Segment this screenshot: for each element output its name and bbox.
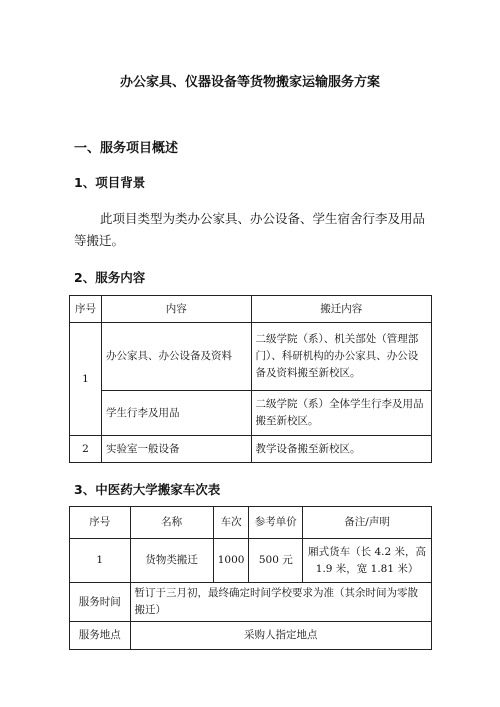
row-number: 1 (70, 539, 131, 583)
subheading-trip-schedule: 3、中医药大学搬家车次表 (74, 482, 221, 497)
table-row (70, 323, 432, 391)
subheading-service-content: 2、服务内容 (74, 270, 146, 285)
row-number: 1 (70, 323, 102, 436)
content-cell: 办公家具、办公设备及资料 (101, 323, 251, 391)
service-place-value: 采购人指定地点 (130, 622, 432, 650)
content-cell: 学生行李及用品 (101, 391, 251, 436)
document-title: 办公家具、仪器设备等货物搬家运输服务方案 (119, 75, 380, 90)
note-cell: 厢式货车（长 4.2 米，高 1.9 米，宽 1.81 米） (303, 539, 432, 583)
row-number: 2 (70, 436, 102, 463)
table-row (70, 391, 432, 436)
background-paragraph: 此项目类型为类办公家具、办公设备、学生宿舍行李及用品等搬迁。 (74, 211, 426, 248)
header-cell: 内容 (101, 296, 251, 323)
header-cell: 序号 (70, 296, 102, 323)
table-row (70, 436, 432, 463)
table-header-row (70, 507, 432, 539)
trip-schedule-table (69, 506, 432, 650)
name-cell: 货物类搬迁 (130, 539, 213, 583)
content-cell: 实验室一般设备 (101, 436, 251, 463)
header-cell: 参考单价 (249, 507, 303, 539)
detail-cell: 二级学院（系）、机关部处（管理部门）、科研机构的办公家具、办公设备及资料搬至新校区。 (251, 323, 432, 391)
service-time-value: 暂订于三月初，最终确定时间学校要求为准（其余时间为零散搬迁） (130, 583, 432, 622)
table-row (70, 539, 432, 583)
table-header-row (70, 296, 432, 323)
header-cell: 搬迁内容 (251, 296, 432, 323)
table-row (70, 583, 432, 622)
subheading-background: 1、项目背景 (74, 175, 146, 190)
price-cell: 500 元 (249, 539, 303, 583)
detail-cell: 教学设备搬至新校区。 (251, 436, 432, 463)
header-cell: 名称 (130, 507, 213, 539)
trips-cell: 1000 (213, 539, 249, 583)
service-place-label: 服务地点 (70, 622, 131, 650)
service-time-label: 服务时间 (70, 583, 131, 622)
section-heading-overview: 一、服务项目概述 (74, 141, 179, 156)
service-content-table (69, 295, 432, 463)
header-cell: 序号 (70, 507, 131, 539)
header-cell: 车次 (213, 507, 249, 539)
detail-cell: 二级学院（系）全体学生行李及用品搬至新校区。 (251, 391, 432, 436)
table-row (70, 622, 432, 650)
header-cell: 备注/声明 (303, 507, 432, 539)
